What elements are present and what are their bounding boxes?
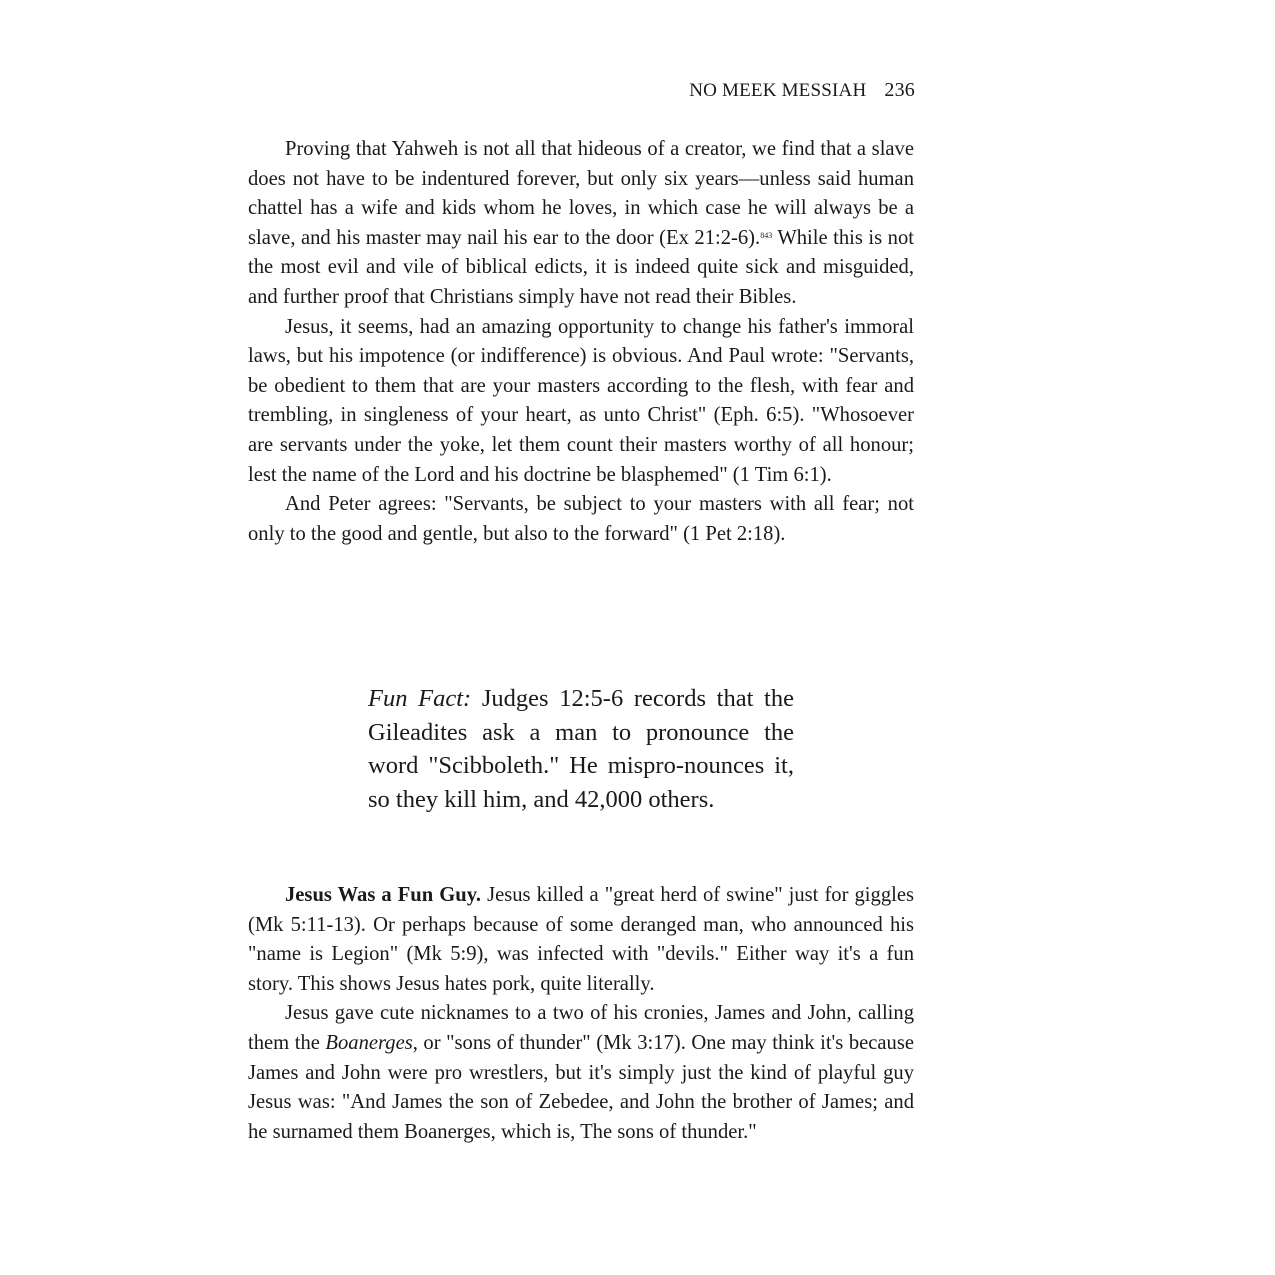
section-heading: Jesus Was a Fun Guy. [285,884,482,906]
paragraph-nicknames-part-a: Jesus gave cute nicknames to a two of his cronies, James and John, calling them the [248,1002,914,1054]
paragraph-peter: And Peter agrees: "Servants, be subject to your masters with all fear; not only to the good and gentle, but also to the forward" (1 Pet 2:18). [248,493,914,545]
running-header [689,79,915,102]
paragraph-fun-guy-text: Jesus killed a "great herd of swine" just for giggles (Mk 5:11-13). Or perhaps because of some deranged man, who announced his "name is Legion" (Mk 5:9), was infected with "devils." Either way it's a fun story. This shows Jesus hates pork, quite literally. [248,884,914,995]
footnote-marker: 843 [760,230,773,240]
body-text-upper [248,135,914,549]
fun-fact-label: Fun Fact: [368,685,472,712]
fun-fact-text: Judges 12:5-6 records that the Gileadites ask a man to pronounce the word "Scibboleth." He mispro-nounces it, so they kill him, and 42,000 others. [368,685,794,813]
paragraph-slavery [248,135,914,313]
boanerges-italic: Boanerges [325,1031,413,1054]
paragraph-fun-guy [248,881,914,999]
paragraph-nicknames-part-b: , or "sons of thunder" (Mk 3:17). One may think it's because James and John were pro wrestlers, but it's simply just the kind of playful guy Jesus was: "And James the son of Zebedee, and John the brother of James; and he surnamed them Boanerges, which is, The sons of thunder." [248,1031,914,1143]
paragraph-paul: Jesus, it seems, had an amazing opportunity to change his father's immoral laws, but his impotence (or indifference) is obvious. And Paul wrote: "Servants, be obedient to them that are your masters according to the flesh, with fear and trembling, in singleness of your heart, as unto Christ" (Eph. 6:5). "Whosoever are servants under the yoke, let them count their masters worthy of all honour; lest the name of the Lord and his doctrine be blasphemed" (1 Tim 6:1). [248,315,914,486]
body-text-lower [248,881,914,1147]
paragraph-slavery-part-a: Proving that Yahweh is not all that hideous of a creator, we find that a slave does not have to be indentured forever, but only six years—unless said human chattel has a wife and kids whom he loves, in which case he will always be a slave, and his master may nail his ear to the door (Ex 21:2-6). [248,138,914,249]
page-number: 236 [884,79,915,101]
paragraph-nicknames [248,999,914,1147]
fun-fact-callout [368,682,794,816]
paragraph-slavery-part-b: While this is not the most evil and vile of biblical edicts, it is indeed quite sick and misguided, and further proof that Christians simply have not read their Bibles. [248,226,914,308]
book-title: NO MEEK MESSIAH [689,80,867,101]
